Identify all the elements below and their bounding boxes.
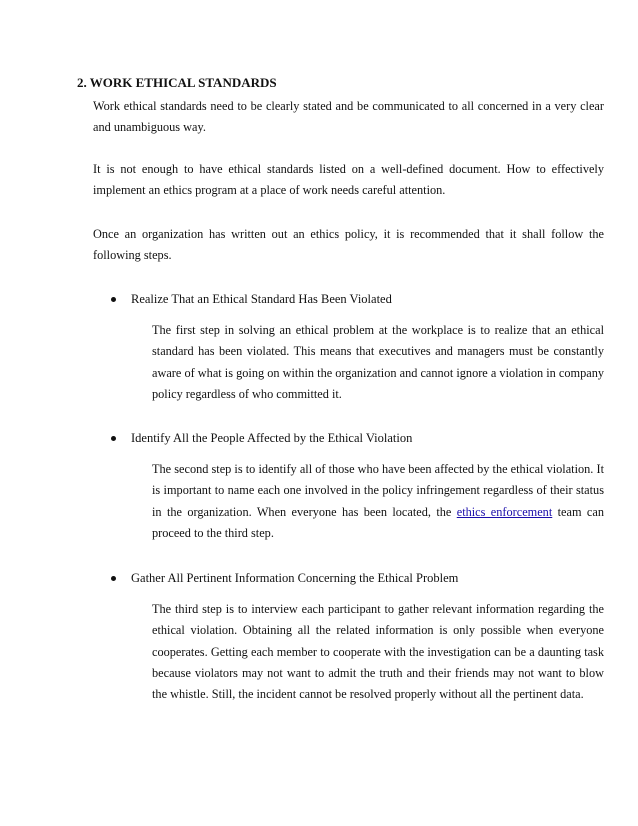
step-2-body-end: team can proceed to the third step. xyxy=(152,504,604,540)
intro-paragraph-1: Work ethical standards need to be clearly stated and be communicated to all concerned in a very clear and unambiguous way. xyxy=(93,99,604,135)
step-3-body: The third step is to interview each participant to gather relevant information regarding the ethical violation. Obtaining all the related information is only possible when everyone cooperates. Getting each member to cooperate with the investigation can be a daunting task because violators may not want to admit the truth and their friends may not want to blow the whistle. Still, the incident cannot be resolved properly without all the pertinent data. xyxy=(152,602,604,702)
ethics-enforcement-link[interactable]: ethics enforcement xyxy=(456,504,553,519)
bullet-dot-icon xyxy=(111,436,116,441)
intro-paragraph-3: Once an organization has written out an ethics policy, it is recommended that it shall follow the following steps. xyxy=(93,227,604,263)
section-heading: 2. WORK ETHICAL STANDARDS xyxy=(77,75,277,90)
step-2-title: Identify All the People Affected by the Ethical Violation xyxy=(131,431,413,445)
step-3-title: Gather All Pertinent Information Concerning the Ethical Problem xyxy=(131,571,459,585)
step-2-bullet xyxy=(111,429,412,447)
step-2-body xyxy=(152,459,604,544)
step-2-body-start: The second step is to identify all of those who have been affected by the ethical violation. It is important to name each one involved in the policy infringement regardless of their status in the organization. When everyone has been located, the xyxy=(152,462,604,519)
bullet-dot-icon xyxy=(111,297,116,302)
intro-paragraph-2: It is not enough to have ethical standards listed on a well-defined document. How to effectively implement an ethics program at a place of work needs careful attention. xyxy=(93,162,604,198)
step-1-title: Realize That an Ethical Standard Has Been Violated xyxy=(131,292,392,306)
step-1-bullet xyxy=(111,290,392,308)
step-1-body: The first step in solving an ethical problem at the workplace is to realize that an ethical standard has been violated. This means that executives and managers must be constantly aware of what is going on within the organization and cannot ignore a violation in company policy regardless of who committed it. xyxy=(152,323,604,401)
bullet-dot-icon xyxy=(111,576,116,581)
step-3-bullet xyxy=(111,569,458,587)
